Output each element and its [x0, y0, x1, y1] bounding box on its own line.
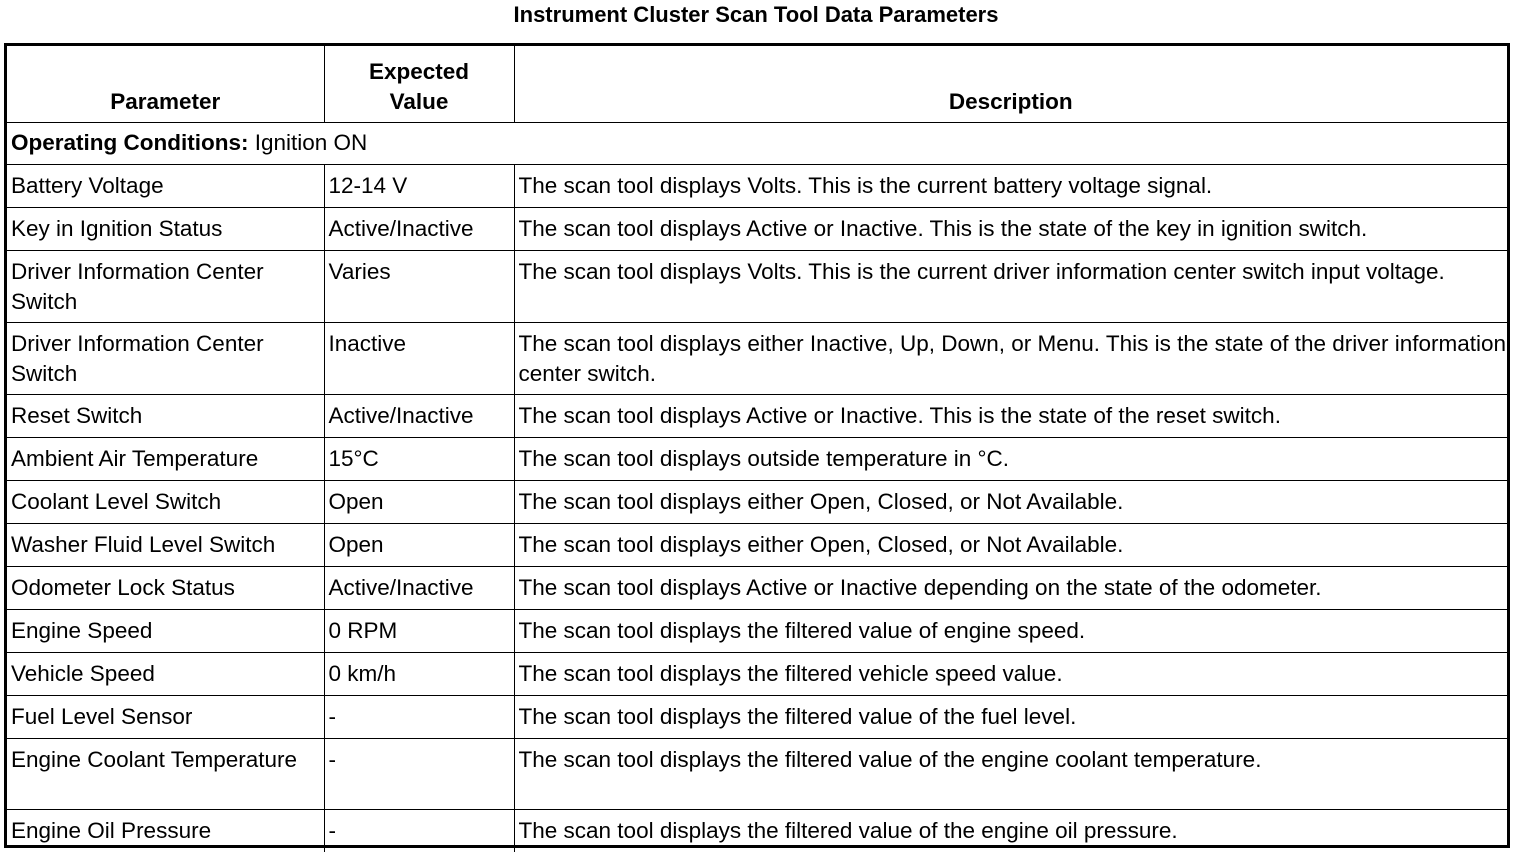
- cell-expected-value: 15°C: [324, 438, 514, 481]
- cell-description: The scan tool displays Active or Inactive depending on the state of the odometer.: [514, 567, 1507, 610]
- cell-description: The scan tool displays either Open, Closed, or Not Available.: [514, 481, 1507, 524]
- cell-expected-value: -: [324, 810, 514, 852]
- cell-description: The scan tool displays Volts. This is the current driver information center switch input voltage.: [514, 251, 1507, 323]
- cell-parameter: Odometer Lock Status: [7, 567, 324, 610]
- operating-conditions-value: Ignition ON: [248, 130, 367, 155]
- cell-description: The scan tool displays Active or Inactive. This is the state of the key in ignition switch.: [514, 208, 1507, 251]
- table-row: [7, 610, 1507, 653]
- table-row: [7, 438, 1507, 481]
- cell-expected-value: Inactive: [324, 323, 514, 395]
- cell-parameter: Battery Voltage: [7, 165, 324, 208]
- cell-parameter: Engine Speed: [7, 610, 324, 653]
- cell-expected-value: 12-14 V: [324, 165, 514, 208]
- table-row: [7, 739, 1507, 810]
- cell-description: The scan tool displays the filtered value of the engine oil pressure.: [514, 810, 1507, 852]
- table-row: [7, 653, 1507, 696]
- cell-expected-value: Active/Inactive: [324, 208, 514, 251]
- table-row: [7, 165, 1507, 208]
- table-row: [7, 524, 1507, 567]
- header-description: Description: [514, 46, 1507, 123]
- header-parameter: Parameter: [7, 46, 324, 123]
- table-row: [7, 696, 1507, 739]
- cell-expected-value: Active/Inactive: [324, 395, 514, 438]
- cell-description: The scan tool displays either Inactive, Up, Down, or Menu. This is the state of the driver information center switch.: [514, 323, 1507, 395]
- cell-parameter: Reset Switch: [7, 395, 324, 438]
- cell-description: The scan tool displays the filtered value of engine speed.: [514, 610, 1507, 653]
- table-row: [7, 208, 1507, 251]
- cell-parameter: Key in Ignition Status: [7, 208, 324, 251]
- cell-description: The scan tool displays the filtered value of the engine coolant temperature.: [514, 739, 1507, 810]
- operating-conditions-label: Operating Conditions:: [11, 130, 248, 155]
- cell-parameter: Engine Coolant Temperature: [7, 739, 324, 810]
- cell-parameter: Fuel Level Sensor: [7, 696, 324, 739]
- table-row: [7, 810, 1507, 852]
- table-row: [7, 323, 1507, 395]
- cell-parameter: Vehicle Speed: [7, 653, 324, 696]
- cell-description: The scan tool displays Active or Inactive. This is the state of the reset switch.: [514, 395, 1507, 438]
- cell-parameter: Ambient Air Temperature: [7, 438, 324, 481]
- cell-parameter: Driver Information Center Switch: [7, 251, 324, 323]
- table-header-row: [7, 46, 1507, 123]
- cell-expected-value: Varies: [324, 251, 514, 323]
- cell-description: The scan tool displays outside temperature in °C.: [514, 438, 1507, 481]
- cell-expected-value: Open: [324, 524, 514, 567]
- cell-description: The scan tool displays either Open, Closed, or Not Available.: [514, 524, 1507, 567]
- header-expected-value-line1: Expected: [369, 59, 469, 84]
- cell-description: The scan tool displays the filtered value of the fuel level.: [514, 696, 1507, 739]
- header-expected-value: [324, 46, 514, 123]
- operating-conditions-row: [7, 123, 1507, 165]
- cell-parameter: Washer Fluid Level Switch: [7, 524, 324, 567]
- cell-expected-value: 0 RPM: [324, 610, 514, 653]
- cell-parameter: Engine Oil Pressure: [7, 810, 324, 852]
- cell-expected-value: 0 km/h: [324, 653, 514, 696]
- table-row: [7, 251, 1507, 323]
- cell-parameter: Driver Information Center Switch: [7, 323, 324, 395]
- table-row: [7, 567, 1507, 610]
- cell-description: The scan tool displays Volts. This is the current battery voltage signal.: [514, 165, 1507, 208]
- scan-tool-data-table-frame: [4, 43, 1510, 848]
- header-expected-value-line2: Value: [390, 89, 449, 114]
- cell-expected-value: Active/Inactive: [324, 567, 514, 610]
- document-title: Instrument Cluster Scan Tool Data Parameters: [0, 0, 1512, 30]
- cell-expected-value: Open: [324, 481, 514, 524]
- table-row: [7, 395, 1507, 438]
- cell-expected-value: -: [324, 739, 514, 810]
- cell-description: The scan tool displays the filtered vehicle speed value.: [514, 653, 1507, 696]
- operating-conditions-cell: [7, 123, 1507, 165]
- table-row: [7, 481, 1507, 524]
- cell-expected-value: -: [324, 696, 514, 739]
- scan-tool-data-table: [7, 46, 1507, 852]
- cell-parameter: Coolant Level Switch: [7, 481, 324, 524]
